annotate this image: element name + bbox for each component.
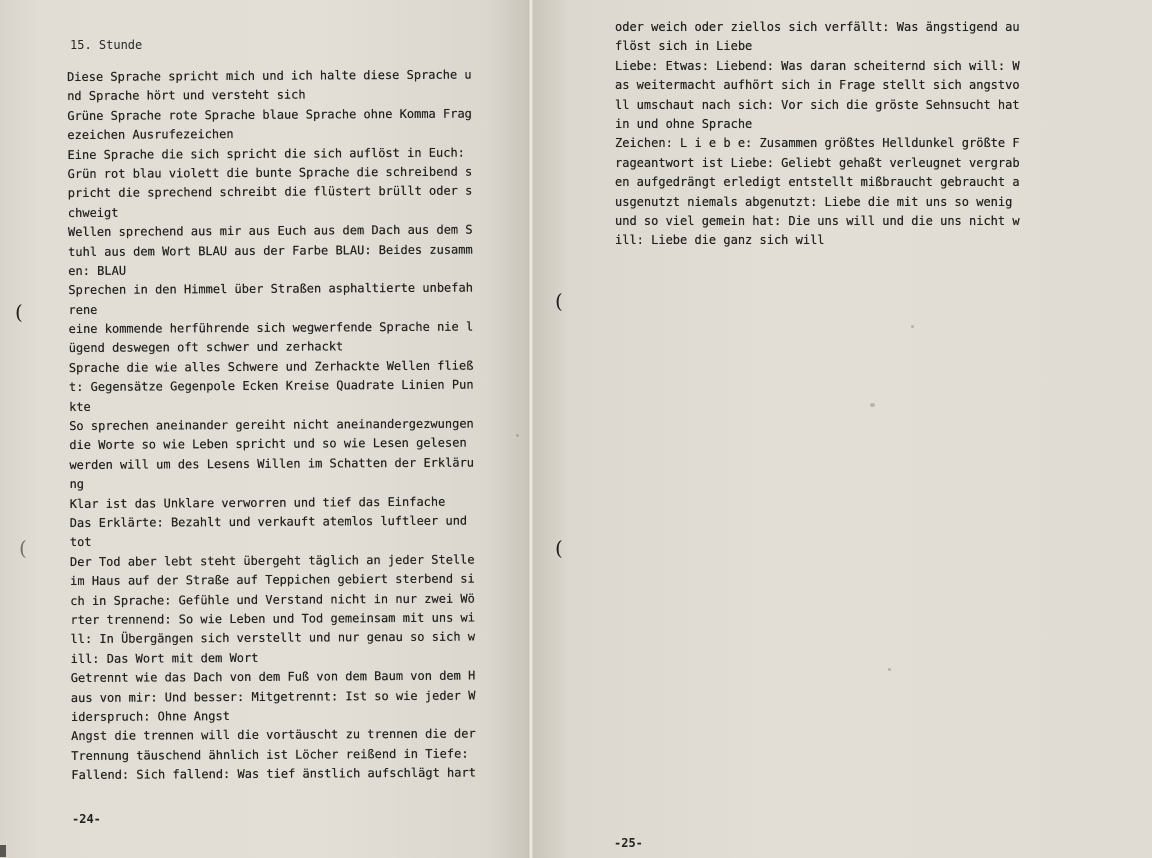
text-line: as weitermacht aufhört sich in Frage stellt sich angstvo: [615, 78, 1020, 93]
page-edge-shadow: [0, 845, 6, 857]
text-line: Das Erklärte: Bezahlt und verkauft atemlos luftleer und: [69, 513, 468, 530]
text-line: en aufgedrängt erledigt entstellt mißbraucht gebraucht a: [615, 175, 1020, 190]
text-line: pricht die sprechend schreibt die flüstert brüllt oder s: [67, 183, 473, 201]
text-line: tot: [69, 535, 92, 550]
text-line: iderspruch: Ohne Angst: [70, 708, 230, 724]
text-line: ll: In Übergängen sich verstellt und nur genau so sich w: [70, 629, 476, 647]
text-line: und so viel gemein hat: Die uns will und die uns nicht w: [615, 213, 1020, 228]
lesson-heading: 15. Stunde: [70, 38, 143, 52]
binder-hole-mark: (: [555, 536, 563, 560]
right-page-text: [615, 18, 1075, 251]
text-line: en: BLAU: [68, 263, 127, 278]
text-line: oder weich oder ziellos sich verfällt: Was ängstigend au: [615, 20, 1020, 34]
binder-hole-mark: (: [19, 536, 27, 560]
text-line: ill: Liebe die ganz sich will: [615, 233, 825, 248]
text-line: usgenutzt niemals abgenutzt: Liebe die mit uns so wenig: [615, 194, 1013, 209]
paper-speck: [888, 668, 891, 671]
text-line: Grüne Sprache rote Sprache blaue Sprache ohne Komma Frag: [67, 106, 472, 123]
text-line: Diese Sprache spricht mich und ich halte diese Sprache u: [67, 67, 472, 84]
text-line: rene: [68, 302, 98, 317]
text-line: chweigt: [67, 205, 119, 220]
text-line: tuhl aus dem Wort BLAU aus der Farbe BLAU: Beides zusamm: [68, 242, 473, 259]
text-line: rageantwort ist Liebe: Geliebt gehaßt verleugnet vergrab: [615, 155, 1020, 170]
text-line: Liebe: Etwas: Liebend: Was daran scheiternd sich will: W: [615, 58, 1020, 73]
text-line: im Haus auf der Straße auf Teppichen gebiert sterbend si: [70, 571, 475, 589]
paper-speck: [870, 403, 875, 407]
text-line: nd Sprache hört und versteht sich: [67, 87, 306, 104]
text-line: Zeichen: L i e b e: Zusammen größtes Helldunkel größte F: [615, 136, 1020, 151]
text-line: flöst sich in Liebe: [615, 39, 753, 54]
left-page: [0, 0, 530, 858]
text-line: Fallend: Sich fallend: Was tief änstlich aufschlägt hart: [71, 765, 476, 783]
text-line: eine kommende herführende sich wegwerfende Sprache nie l: [68, 319, 474, 337]
paper-speck: [516, 434, 519, 437]
text-line: in und ohne Sprache: [615, 116, 753, 131]
text-line: Getrennt wie das Dach von dem Fuß von dem Baum von dem H: [70, 668, 476, 686]
text-line: ill: Das Wort mit dem Wort: [70, 650, 259, 666]
text-line: ch in Sprache: Gefühle und Verstand nicht in nur zwei Wö: [70, 591, 475, 608]
text-line: ezeichen Ausrufezeichen: [67, 127, 234, 143]
binder-hole-mark: (: [15, 300, 23, 324]
text-line: Eine Sprache die sich spricht die sich auflöst in Euch:: [67, 145, 465, 162]
text-line: Klar ist das Unklare verworren und tief das Einfache: [69, 494, 446, 511]
text-line: Grün rot blau violett die bunte Sprache die schreibend s: [67, 164, 473, 181]
text-line: Sprache die wie alles Schwere und Zerhackte Wellen fließ: [68, 358, 474, 375]
text-line: t: Gegensätze Gegenpole Ecken Kreise Quadrate Linien Pun: [68, 377, 474, 395]
text-line: So sprechen aneinander gereiht nicht aneinandergezwungen: [69, 416, 474, 434]
text-line: Sprechen in den Himmel über Straßen asphaltierte unbefah: [68, 280, 473, 298]
text-line: kte: [69, 399, 91, 414]
text-line: werden will um des Lesens Willen im Schatten der Erkläru: [69, 455, 475, 472]
text-line: ll umschaut nach sich: Vor sich die gröste Sehnsucht hat: [615, 97, 1020, 112]
text-line: aus von mir: Und besser: Mitgetrennt: Ist so wie jeder W: [70, 688, 476, 705]
text-line: die Worte so wie Leben spricht und so wie Lesen gelesen: [69, 435, 467, 453]
right-page: [533, 0, 1152, 858]
left-page-text: [67, 65, 516, 785]
text-line: Der Tod aber lebt steht übergeht täglich an jeder Stelle: [69, 552, 475, 569]
text-line: rter trennend: So wie Leben und Tod gemeinsam mit uns wi: [70, 610, 475, 627]
paper-speck: [911, 325, 914, 328]
text-line: ng: [69, 477, 85, 492]
page-number-left: -24-: [72, 812, 101, 826]
page-number-right: -25-: [614, 836, 643, 850]
text-line: Angst die trennen will die vortäuscht zu trennen die der: [71, 726, 476, 744]
text-line: ügend deswegen oft schwer und zerhackt: [68, 339, 344, 356]
text-line: Wellen sprechend aus mir aus Euch aus dem Dach aus dem S: [67, 222, 473, 240]
binder-hole-mark: (: [555, 289, 563, 313]
text-line: Trennung täuschend ähnlich ist Löcher reißend in Tiefe:: [71, 746, 469, 763]
